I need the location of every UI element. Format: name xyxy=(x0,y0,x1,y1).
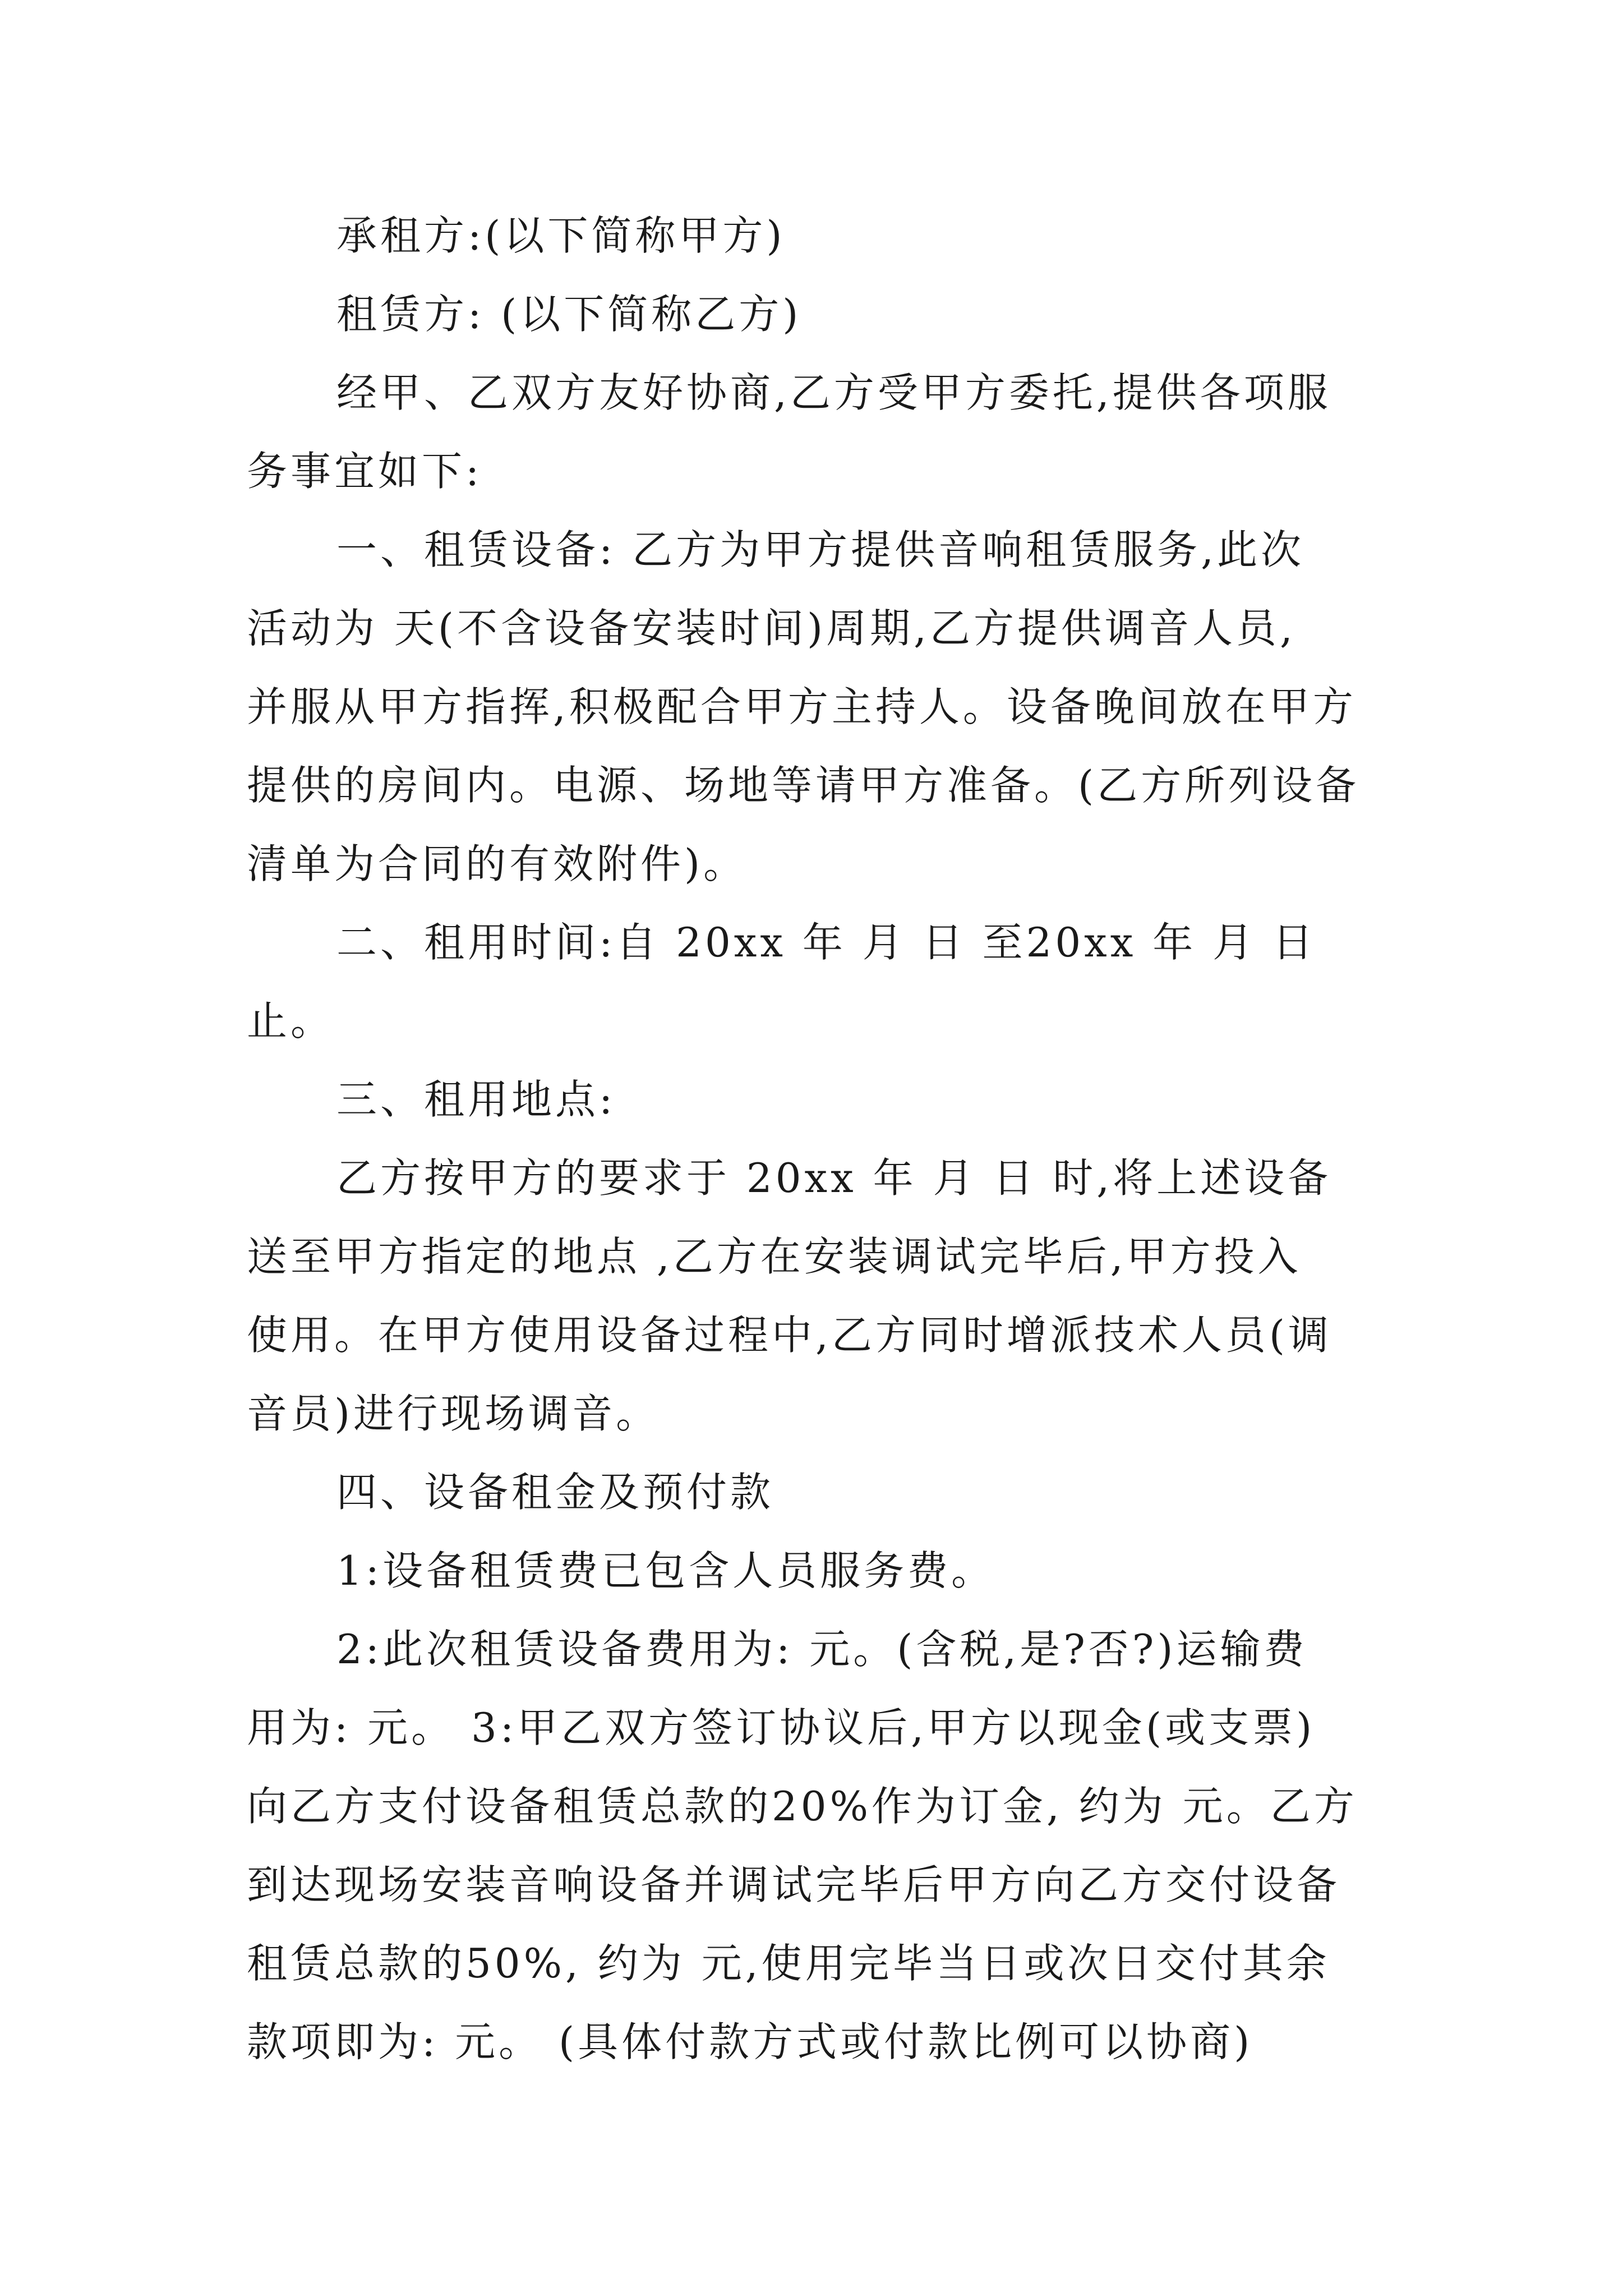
paragraph-line: 用为: 元。 3:甲乙双方签订协议后,甲方以现金(或支票) xyxy=(247,1704,1316,1751)
section-4-heading: 四、设备租金及预付款 xyxy=(336,1469,774,1516)
paragraph-line: 款项即为: 元。 (具体付款方式或付款比例可以协商) xyxy=(247,2018,1253,2065)
paragraph-line: 经甲、乙双方友好协商,乙方受甲方委托,提供各项服 xyxy=(336,369,1331,416)
clause-2-line: 2:此次租赁设备费用为: 元。(含税,是?否?)运输费 xyxy=(336,1626,1308,1673)
paragraph-line: 务事宜如下: xyxy=(247,448,483,495)
paragraph-line: 送至甲方指定的地点 ,乙方在安装调试完毕后,甲方投入 xyxy=(247,1233,1302,1280)
paragraph-line: 乙方按甲方的要求于 20xx 年 月 日 时,将上述设备 xyxy=(336,1154,1332,1202)
paragraph-line: 提供的房间内。电源、场地等请甲方准备。(乙方所列设备 xyxy=(247,762,1360,809)
paragraph-line: 并服从甲方指挥,积极配合甲方主持人。设备晚间放在甲方 xyxy=(247,683,1357,730)
clause-1-line: 1:设备租赁费已包含人员服务费。 xyxy=(336,1547,995,1594)
paragraph-line: 音员)进行现场调音。 xyxy=(247,1390,660,1437)
paragraph-line: 租赁总款的50%, 约为 元,使用完毕当日或次日交付其余 xyxy=(247,1940,1330,1987)
section-2-heading: 二、租用时间:自 20xx 年 月 日 至20xx 年 月 日 xyxy=(336,919,1317,966)
lessor-line: 租赁方: (以下简称乙方) xyxy=(336,291,802,338)
lessee-line: 承租方:(以下简称甲方) xyxy=(336,212,786,259)
paragraph-line: 清单为合同的有效附件)。 xyxy=(247,840,748,887)
paragraph-line: 使用。在甲方使用设备过程中,乙方同时增派技术人员(调 xyxy=(247,1312,1332,1359)
paragraph-line: 止。 xyxy=(247,997,335,1045)
section-1-heading: 一、租赁设备: 乙方为甲方提供音响租赁服务,此次 xyxy=(336,526,1305,573)
section-3-heading: 三、租用地点: xyxy=(336,1076,616,1123)
paragraph-line: 到达现场安装音响设备并调试完毕后甲方向乙方交付设备 xyxy=(247,1861,1341,1908)
paragraph-line: 向乙方支付设备租赁总款的20%作为订金, 约为 元。乙方 xyxy=(247,1783,1358,1830)
paragraph-line: 活动为 天(不含设备安装时间)周期,乙方提供调音人员, xyxy=(247,605,1296,652)
